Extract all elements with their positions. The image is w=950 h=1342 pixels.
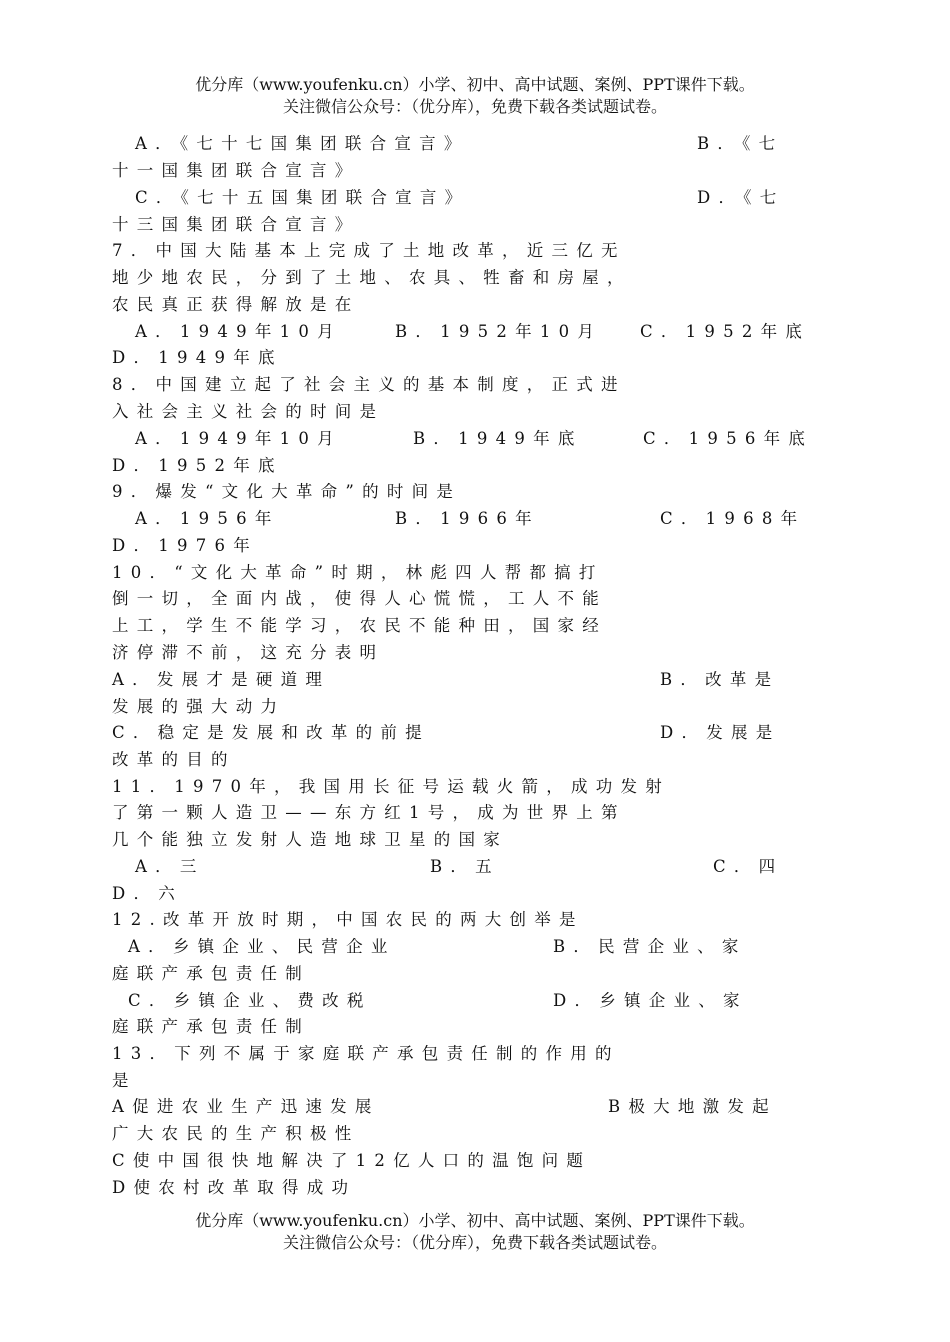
page-footer	[0, 1210, 950, 1254]
q11-stem-line-3: 几个能独立发射人造地球卫星的国家	[112, 830, 508, 849]
q8-options-row	[135, 425, 830, 452]
q13-option-b-end: 广大农民的生产积极性	[112, 1124, 360, 1143]
q13-options-row-1	[112, 1093, 830, 1120]
q10-option-c: C．稳定是发展和改革的前提	[112, 723, 430, 742]
q12-option-d-start: D．乡镇企业、家	[553, 991, 748, 1010]
q12-option-b-end: 庭联产承包责任制	[112, 964, 310, 983]
q11-stem-line-2: 了第一颗人造卫——东方红1号，成为世界上第	[112, 803, 626, 822]
page-header	[0, 74, 950, 118]
q9-option-b: B．1966年	[395, 509, 540, 528]
q10-option-d-end: 改革的目的	[112, 750, 236, 769]
q12-options-row-2	[128, 987, 830, 1014]
q8-option-c: C．1956年底	[643, 429, 814, 448]
q6-option-d-start: D．《七	[697, 188, 785, 207]
q10-option-b-end: 发展的强大动力	[112, 697, 286, 716]
q13-option-c: C使中国很快地解决了12亿人口的温饱问题	[112, 1151, 592, 1170]
q13-stem-line-2: 是	[112, 1071, 137, 1090]
q7-stem-line-1: 7．中国大陆基本上完成了土地改革，近三亿无	[112, 241, 626, 260]
q6-option-c: C．《七十五国集团联合宣言》	[135, 188, 470, 207]
q13-option-b-start: B极大地激发起	[608, 1097, 777, 1116]
q10-option-d-start: D．发展是	[660, 723, 781, 742]
q11-option-d: D．六	[112, 884, 183, 903]
q9-options-row	[135, 505, 830, 532]
q11-stem-line-1: 11．1970年，我国用长征号运载火箭，成功发射	[112, 777, 670, 796]
q8-stem-line-2: 入社会主义社会的时间是	[112, 402, 385, 421]
q7-stem-line-2: 地少地农民，分到了土地、农具、牲畜和房屋，	[112, 268, 632, 287]
q11-options-row	[135, 853, 830, 880]
q9-option-d: D．1976年	[112, 536, 258, 555]
footer-line-1: 优分库（www.youfenku.cn）小学、初中、高中试题、案例、PPT课件下载。	[195, 1211, 755, 1230]
q8-option-a: A．1949年10月	[135, 429, 342, 448]
q12-option-a: A．乡镇企业、民营企业	[128, 937, 396, 956]
q11-option-c: C．四	[713, 857, 784, 876]
q6-options-row-1	[135, 130, 830, 157]
q9-option-c: C．1968年	[660, 509, 806, 528]
q10-options-row-2	[112, 719, 830, 746]
q7-option-c: C．1952年底	[640, 322, 811, 341]
q10-option-a: A．发展才是硬道理	[112, 670, 331, 689]
q6-option-b-end: 十一国集团联合宣言》	[112, 161, 360, 180]
q12-option-b-start: B．民营企业、家	[553, 937, 747, 956]
footer-line-2: 关注微信公众号：（优分库），免费下载各类试题试卷。	[282, 1233, 667, 1252]
q8-stem-line-1: 8．中国建立起了社会主义的基本制度，正式进	[112, 375, 626, 394]
q6-option-d-end: 十三国集团联合宣言》	[112, 215, 360, 234]
q13-option-d: D使农村改革取得成功	[112, 1178, 357, 1197]
q12-option-c: C．乡镇企业、费改税	[128, 991, 372, 1010]
q7-option-b: B．1952年10月	[395, 322, 603, 341]
q6-options-row-2	[135, 184, 830, 211]
header-line-2: 关注微信公众号：（优分库），免费下载各类试题试卷。	[282, 97, 667, 116]
q10-stem-line-2: 倒一切，全面内战，使得人心慌慌，工人不能	[112, 589, 607, 608]
header-line-1: 优分库（www.youfenku.cn）小学、初中、高中试题、案例、PPT课件下载。	[195, 75, 755, 94]
q11-option-b: B．五	[430, 857, 500, 876]
q6-option-b-start: B．《七	[697, 134, 784, 153]
q12-stem: 12.改革开放时期，中国农民的两大创举是	[112, 910, 584, 929]
q8-option-d: D．1952年底	[112, 456, 283, 475]
q6-option-a: A．《七十七国集团联合宣言》	[135, 134, 469, 153]
q12-option-d-end: 庭联产承包责任制	[112, 1017, 310, 1036]
q11-option-a: A．三	[135, 857, 205, 876]
q10-stem-line-3: 上工，学生不能学习，农民不能种田，国家经	[112, 616, 607, 635]
q10-stem-line-4: 济停滞不前，这充分表明	[112, 643, 385, 662]
q10-option-b-start: B．改革是	[660, 670, 780, 689]
q12-options-row-1	[128, 933, 830, 960]
q13-stem-line-1: 13．下列不属于家庭联产承包责任制的作用的	[112, 1044, 620, 1063]
q7-option-d: D．1949年底	[112, 348, 283, 367]
q10-stem-line-1: 10．“文化大革命”时期，林彪四人帮都搞打	[112, 563, 604, 582]
q9-option-a: A．1956年	[135, 509, 280, 528]
q7-option-a: A．1949年10月	[135, 322, 342, 341]
q8-option-b: B．1949年底	[413, 429, 583, 448]
q7-stem-line-3: 农民真正获得解放是在	[112, 295, 360, 314]
q9-stem: 9．爆发“文化大革命”的时间是	[112, 482, 462, 501]
q10-options-row-1	[112, 666, 830, 693]
q13-option-a: A促进农业生产迅速发展	[112, 1097, 380, 1116]
q7-options-row	[135, 318, 830, 345]
